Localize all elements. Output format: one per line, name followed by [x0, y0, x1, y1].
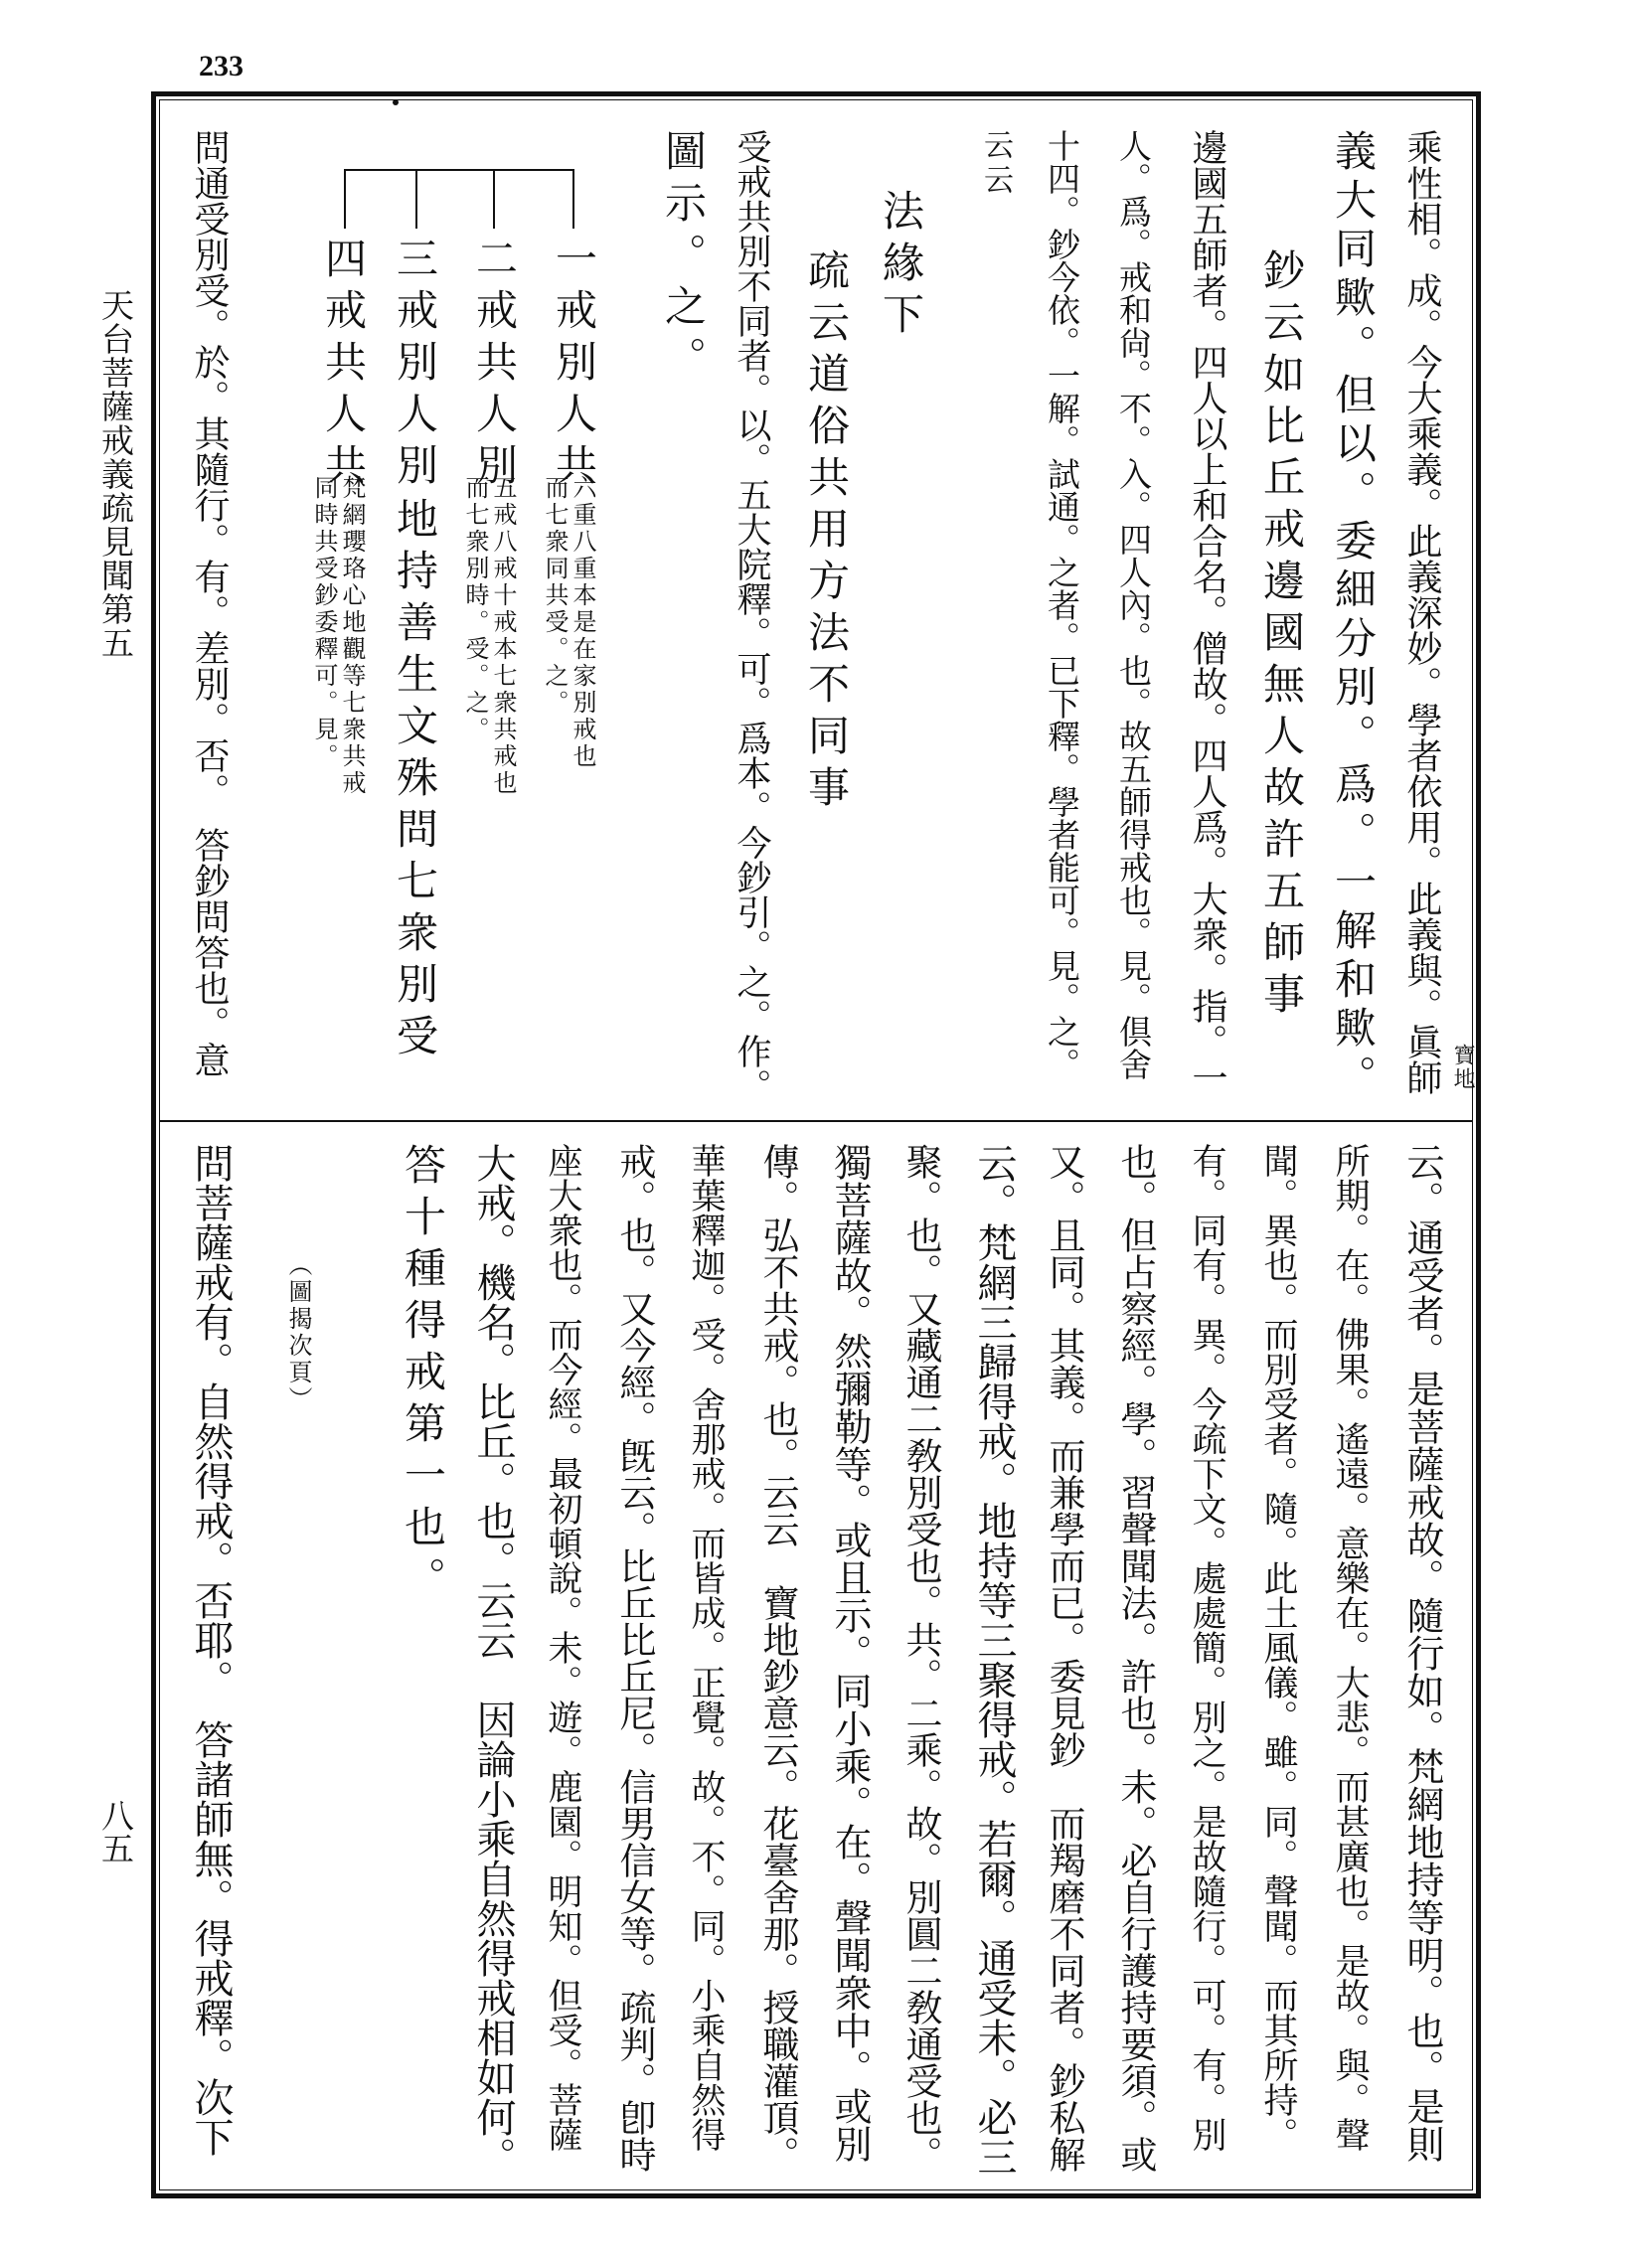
diagram-note-1b: 而七衆同共受。之。 [541, 475, 569, 717]
diagram-tick [572, 169, 574, 229]
lower-column-7: 云。梵網三歸得戒。地持等三聚得戒。若爾。通受未。必三 [971, 1143, 1017, 2177]
lower-column-4: 有。同有。異。今疏下文。處處簡。別之。是故隨行。可。有。別 [1187, 1143, 1226, 2152]
upper-column-9: 受戒共別不同者。以。五大院釋。可。爲本。今鈔引。之。作。 [732, 129, 771, 1103]
diagram-tick [415, 169, 417, 229]
upper-column-4: 邊國五師者。四人以上和合名。僧故。四人爲。大衆。指。一 [1187, 129, 1227, 1095]
upper-column-10: 圖示。之。 [659, 129, 708, 388]
diagram-note-4a: 梵網瓔珞心地觀等七衆共戒 [338, 475, 366, 797]
lower-column-3: 聞。異也。而別受者。隨。此土風儀。雖。同。聲聞。而其所持。 [1258, 1143, 1298, 2152]
upper-column-note: 云云 [978, 129, 1013, 199]
diagram-tick [344, 169, 346, 229]
figure-reference-note: （圖揭次頁） [284, 1252, 312, 1413]
lower-column-12: 戒。也。又今經。旣云。比丘比丘尼。信男信女等。疏判。卽時 [613, 1143, 656, 2173]
upper-inline-gloss: 寶地 [1450, 1044, 1476, 1091]
upper-column-2: 義大同歟。但以。委細分別。爲。一解和歟。 [1329, 129, 1378, 1103]
lower-column-10: 傳。弘不共戒。也。云云 寶地鈔意云。花臺舍那。授職灌頂。 [756, 1143, 799, 2173]
upper-column-11: 問通受別受。於。其隨行。有。差別。否。 答鈔問答也。意 [189, 129, 230, 1077]
diagram-note-1a: 六重八重本是在家別戒也 [569, 475, 596, 770]
diagram-item-4: 四戒共人共 [319, 237, 368, 495]
page-number: 233 [199, 50, 244, 82]
diagram-note-2b: 而七衆別時。受。之。 [461, 475, 489, 743]
upper-column-3: 鈔云如比丘戒邊國無人故許五師事 [1257, 248, 1306, 1024]
section-divider [159, 1120, 1473, 1122]
lower-column-13: 座大衆也。而今經。最初頓說。未。遊。鹿園。明知。但受。菩薩 [543, 1143, 582, 2152]
running-title: 天台菩薩戒義疏見聞第五 [96, 288, 135, 660]
lower-column-6: 又。且同。其義。而兼學而已。委見鈔 而羯磨不同者。鈔私解 [1043, 1143, 1085, 2173]
lower-column-9: 獨菩薩故。然彌勒等。或且示。同小乘。在。聲聞衆中。或別 [828, 1143, 872, 2163]
folio-number: 八五 [96, 1799, 135, 1864]
upper-column-5: 人。爲。戒和尙。不。入。四人內。也。故五師得戒也。見。倶舍 [1114, 129, 1153, 1080]
lower-column-2: 所期。在。佛果。遙遠。意樂在。大悲。而甚廣也。是故。與。聲 [1330, 1143, 1370, 2152]
diagram-top-bar [344, 169, 572, 171]
upper-column-6: 十四。鈔今依。一解。試通。之者。已下釋。學者能可。見。之。 [1043, 129, 1081, 1080]
section-heading: 法緣下 [877, 189, 925, 344]
diagram-note-3a: 地持善生文殊問七衆別受 [391, 497, 439, 1065]
diagram-note-2a: 五戒八戒十戒本七衆共戒也 [489, 475, 517, 797]
lower-column-11: 華葉釋迦。受。舍那戒。而皆成。正覺。故。不。同。小乘自然得 [686, 1143, 726, 2152]
lower-column-8: 聚。也。又藏通二敎別受也。共。二乘。故。別圓二敎通受也。 [899, 1143, 942, 2173]
diagram-item-1: 一戒別人共 [550, 237, 598, 495]
upper-column-1: 乘性相。成。今大乘義。此義深妙。學者依用。此義與。眞師 [1401, 129, 1442, 1095]
lower-column-1: 云。通受者。是菩薩戒故。隨行如。梵網地持等明。也。是則 [1400, 1143, 1444, 2163]
lower-column-14: 大戒。機名。比丘。也。云云 因論小乘自然得戒相如何。 [470, 1143, 516, 2177]
diagram-tick [493, 169, 495, 229]
diagram-note-4b: 同時共受鈔委釋可。見。 [310, 475, 338, 770]
lower-column-5: 也。但占察經。學。習聲聞法。許也。未。必自行護持要須。或 [1114, 1143, 1157, 2173]
upper-column-8: 疏云道俗共用方法不同事 [802, 248, 851, 817]
lower-column-17: 問菩薩戒有。自然得戒。否耶。 答諸師無。得戒釋。次下 [188, 1143, 234, 2157]
lower-column-15: 答十種得戒第一也。 [399, 1143, 447, 1608]
diagram-item-3: 三戒別人別 [391, 237, 439, 495]
diagram-item-2: 二戒共人別 [470, 237, 519, 495]
